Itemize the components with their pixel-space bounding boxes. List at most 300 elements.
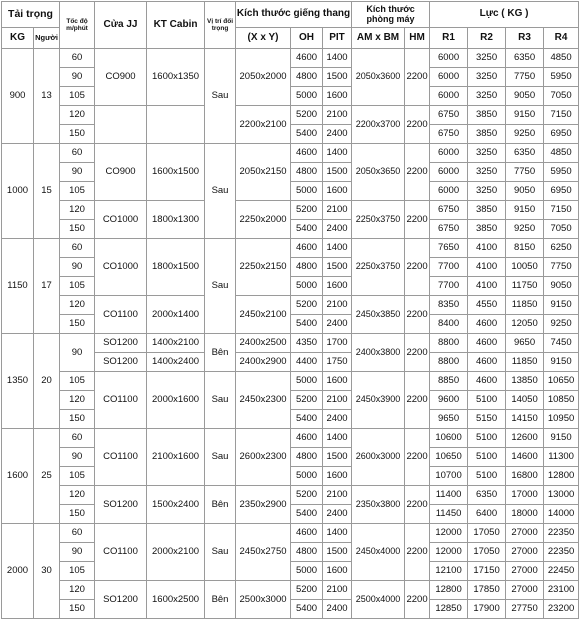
cell-r4: 7050 bbox=[544, 87, 579, 106]
cell-door: CO1100 bbox=[95, 296, 147, 334]
cell-r3: 14050 bbox=[506, 391, 544, 410]
header-hm: HM bbox=[405, 28, 430, 49]
cell-r1: 10650 bbox=[430, 448, 468, 467]
cell-door: SO1200 bbox=[95, 486, 147, 524]
header-oh: OH bbox=[291, 28, 323, 49]
cell-speed: 105 bbox=[60, 562, 95, 581]
cell-xy: 2400x2500 bbox=[236, 334, 291, 353]
cell-r2: 5100 bbox=[468, 467, 506, 486]
cell-oh: 4600 bbox=[291, 144, 323, 163]
cell-hm: 2200 bbox=[405, 524, 430, 581]
cell-r3: 17000 bbox=[506, 486, 544, 505]
cell-r1: 8800 bbox=[430, 353, 468, 372]
cell-door: CO1100 bbox=[95, 524, 147, 581]
cell-pit: 1500 bbox=[323, 258, 352, 277]
cell-people: 15 bbox=[34, 144, 60, 239]
header-pit: PIT bbox=[323, 28, 352, 49]
cell-cw: Sau bbox=[205, 144, 236, 239]
cell-r2: 17900 bbox=[468, 600, 506, 619]
cell-r4: 7150 bbox=[544, 201, 579, 220]
cell-xy: 2500x3000 bbox=[236, 581, 291, 619]
cell-cabin: 1600x1500 bbox=[147, 144, 205, 201]
cell-r3: 9150 bbox=[506, 201, 544, 220]
header-xy: (X x Y) bbox=[236, 28, 291, 49]
cell-door: CO1000 bbox=[95, 201, 147, 239]
header-ambm: AM x BM bbox=[352, 28, 405, 49]
cell-r1: 6000 bbox=[430, 87, 468, 106]
cell-speed: 90 bbox=[60, 163, 95, 182]
cell-oh: 5200 bbox=[291, 581, 323, 600]
cell-speed: 150 bbox=[60, 505, 95, 524]
header-cua: Cửa JJ bbox=[95, 2, 147, 49]
cell-r4: 6950 bbox=[544, 125, 579, 144]
cell-people: 30 bbox=[34, 524, 60, 619]
cell-ambm: 2600x3000 bbox=[352, 429, 405, 486]
cell-r1: 11400 bbox=[430, 486, 468, 505]
cell-door: SO1200 bbox=[95, 581, 147, 619]
cell-r1: 12100 bbox=[430, 562, 468, 581]
cell-oh: 5200 bbox=[291, 106, 323, 125]
cell-pit: 2100 bbox=[323, 486, 352, 505]
cell-r2: 17150 bbox=[468, 562, 506, 581]
cell-oh: 5400 bbox=[291, 600, 323, 619]
cell-speed: 90 bbox=[60, 334, 95, 372]
cell-speed: 105 bbox=[60, 372, 95, 391]
cell-r1: 7700 bbox=[430, 277, 468, 296]
cell-r1: 6000 bbox=[430, 68, 468, 87]
cell-r3: 14150 bbox=[506, 410, 544, 429]
cell-speed: 90 bbox=[60, 258, 95, 277]
cell-speed: 60 bbox=[60, 429, 95, 448]
cell-oh: 4600 bbox=[291, 239, 323, 258]
cell-r2: 4100 bbox=[468, 258, 506, 277]
cell-r2: 4600 bbox=[468, 372, 506, 391]
cell-r2: 4600 bbox=[468, 315, 506, 334]
cell-r1: 7650 bbox=[430, 239, 468, 258]
cell-r3: 9150 bbox=[506, 106, 544, 125]
header-kich-thuoc-gieng: Kích thước giếng thang bbox=[236, 2, 352, 28]
cell-r3: 9050 bbox=[506, 182, 544, 201]
cell-r4: 22350 bbox=[544, 543, 579, 562]
cell-r1: 10700 bbox=[430, 467, 468, 486]
cell-r3: 14600 bbox=[506, 448, 544, 467]
cell-r4: 6250 bbox=[544, 239, 579, 258]
cell-pit: 2100 bbox=[323, 581, 352, 600]
cell-r4: 5950 bbox=[544, 68, 579, 87]
cell-pit: 1600 bbox=[323, 562, 352, 581]
cell-speed: 150 bbox=[60, 600, 95, 619]
cell-cabin: 1800x1500 bbox=[147, 239, 205, 296]
cell-hm: 2200 bbox=[405, 144, 430, 201]
cell-oh: 5200 bbox=[291, 201, 323, 220]
cell-r3: 9650 bbox=[506, 334, 544, 353]
cell-r4: 23100 bbox=[544, 581, 579, 600]
cell-ambm: 2200x3700 bbox=[352, 106, 405, 144]
cell-pit: 2100 bbox=[323, 296, 352, 315]
cell-pit: 1500 bbox=[323, 163, 352, 182]
cell-r4: 7750 bbox=[544, 258, 579, 277]
cell-speed: 60 bbox=[60, 49, 95, 68]
cell-r4: 10950 bbox=[544, 410, 579, 429]
cell-r4: 10650 bbox=[544, 372, 579, 391]
cell-hm: 2200 bbox=[405, 334, 430, 372]
cell-cabin: 2000x1400 bbox=[147, 296, 205, 334]
cell-speed: 105 bbox=[60, 87, 95, 106]
cell-ambm: 2350x3800 bbox=[352, 486, 405, 524]
cell-ambm: 2450x3850 bbox=[352, 296, 405, 334]
cell-pit: 2100 bbox=[323, 201, 352, 220]
cell-r1: 6750 bbox=[430, 125, 468, 144]
cell-r4: 6950 bbox=[544, 182, 579, 201]
cell-speed: 150 bbox=[60, 315, 95, 334]
cell-hm: 2200 bbox=[405, 429, 430, 486]
cell-r3: 27000 bbox=[506, 543, 544, 562]
cell-pit: 1400 bbox=[323, 49, 352, 68]
cell-r2: 3850 bbox=[468, 106, 506, 125]
cell-hm: 2200 bbox=[405, 49, 430, 106]
cell-pit: 1600 bbox=[323, 372, 352, 391]
cell-r3: 6350 bbox=[506, 144, 544, 163]
cell-speed: 90 bbox=[60, 68, 95, 87]
cell-xy: 2600x2300 bbox=[236, 429, 291, 486]
cell-r3: 9050 bbox=[506, 87, 544, 106]
cell-cabin: 1400x2400 bbox=[147, 353, 205, 372]
cell-cw: Sau bbox=[205, 372, 236, 429]
cell-door: CO1100 bbox=[95, 429, 147, 486]
cell-door: CO1100 bbox=[95, 372, 147, 429]
cell-ambm: 2050x3600 bbox=[352, 49, 405, 106]
cell-people: 13 bbox=[34, 49, 60, 144]
cell-r3: 10050 bbox=[506, 258, 544, 277]
cell-oh: 4800 bbox=[291, 68, 323, 87]
cell-r1: 6750 bbox=[430, 106, 468, 125]
cell-speed: 120 bbox=[60, 201, 95, 220]
cell-r4: 14000 bbox=[544, 505, 579, 524]
cell-r3: 18000 bbox=[506, 505, 544, 524]
cell-r2: 5100 bbox=[468, 391, 506, 410]
cell-cw: Bên bbox=[205, 334, 236, 372]
cell-kg: 1150 bbox=[2, 239, 34, 334]
cell-oh: 4400 bbox=[291, 353, 323, 372]
cell-hm: 2200 bbox=[405, 372, 430, 429]
cell-r1: 6750 bbox=[430, 220, 468, 239]
cell-pit: 2100 bbox=[323, 391, 352, 410]
cell-r4: 22350 bbox=[544, 524, 579, 543]
cell-oh: 5000 bbox=[291, 277, 323, 296]
cell-r1: 9600 bbox=[430, 391, 468, 410]
cell-xy: 2450x2100 bbox=[236, 296, 291, 334]
cell-oh: 4800 bbox=[291, 543, 323, 562]
cell-r1: 8350 bbox=[430, 296, 468, 315]
cell-cabin: 1600x2500 bbox=[147, 581, 205, 619]
cell-oh: 4600 bbox=[291, 49, 323, 68]
cell-pit: 1600 bbox=[323, 467, 352, 486]
cell-r1: 12000 bbox=[430, 543, 468, 562]
cell-kg: 1000 bbox=[2, 144, 34, 239]
cell-r2: 4100 bbox=[468, 277, 506, 296]
cell-oh: 5000 bbox=[291, 182, 323, 201]
cell-r2: 4100 bbox=[468, 239, 506, 258]
cell-cabin: 2000x1600 bbox=[147, 372, 205, 429]
cell-cabin: 2000x2100 bbox=[147, 524, 205, 581]
cell-pit: 2400 bbox=[323, 315, 352, 334]
cell-r3: 8150 bbox=[506, 239, 544, 258]
cell-pit: 1400 bbox=[323, 429, 352, 448]
cell-pit: 1400 bbox=[323, 524, 352, 543]
cell-speed: 105 bbox=[60, 182, 95, 201]
cell-oh: 5400 bbox=[291, 410, 323, 429]
cell-speed: 120 bbox=[60, 391, 95, 410]
cell-cabin: 1400x2100 bbox=[147, 334, 205, 353]
cell-speed: 105 bbox=[60, 467, 95, 486]
cell-r2: 5100 bbox=[468, 448, 506, 467]
cell-ambm: 2250x3750 bbox=[352, 201, 405, 239]
cell-r1: 6750 bbox=[430, 201, 468, 220]
cell-oh: 4600 bbox=[291, 524, 323, 543]
cell-cw: Sau bbox=[205, 524, 236, 581]
cell-r1: 6000 bbox=[430, 182, 468, 201]
cell-r1: 8400 bbox=[430, 315, 468, 334]
cell-r3: 27000 bbox=[506, 524, 544, 543]
cell-speed: 120 bbox=[60, 106, 95, 125]
cell-r3: 7750 bbox=[506, 68, 544, 87]
cell-pit: 2400 bbox=[323, 410, 352, 429]
cell-oh: 5400 bbox=[291, 125, 323, 144]
cell-speed: 60 bbox=[60, 239, 95, 258]
cell-r1: 11450 bbox=[430, 505, 468, 524]
cell-cw: Bên bbox=[205, 486, 236, 524]
cell-r3: 9250 bbox=[506, 220, 544, 239]
cell-oh: 4800 bbox=[291, 448, 323, 467]
cell-r2: 3250 bbox=[468, 87, 506, 106]
cell-pit: 1400 bbox=[323, 239, 352, 258]
cell-kg: 900 bbox=[2, 49, 34, 144]
cell-r1: 10600 bbox=[430, 429, 468, 448]
cell-xy: 2450x2750 bbox=[236, 524, 291, 581]
cell-r2: 3250 bbox=[468, 163, 506, 182]
header-luc: Lực ( KG ) bbox=[430, 2, 579, 28]
cell-cw: Sau bbox=[205, 49, 236, 144]
cell-oh: 5000 bbox=[291, 562, 323, 581]
cell-pit: 1600 bbox=[323, 182, 352, 201]
cell-kg: 1600 bbox=[2, 429, 34, 524]
cell-r3: 11850 bbox=[506, 296, 544, 315]
cell-r2: 3850 bbox=[468, 201, 506, 220]
header-vi-tri: Vị trí đối trọng bbox=[205, 2, 236, 49]
cell-r4: 23200 bbox=[544, 600, 579, 619]
cell-door-empty bbox=[95, 106, 147, 144]
cell-r4: 5950 bbox=[544, 163, 579, 182]
cell-cabin: 2100x1600 bbox=[147, 429, 205, 486]
cell-speed: 120 bbox=[60, 296, 95, 315]
cell-hm: 2200 bbox=[405, 581, 430, 619]
cell-r3: 13850 bbox=[506, 372, 544, 391]
cell-people: 25 bbox=[34, 429, 60, 524]
cell-door: CO1000 bbox=[95, 239, 147, 296]
cell-r4: 9150 bbox=[544, 296, 579, 315]
header-tai-trong: Tải trọng bbox=[2, 2, 60, 28]
header-r2: R2 bbox=[468, 28, 506, 49]
cell-r1: 12000 bbox=[430, 524, 468, 543]
cell-r4: 7050 bbox=[544, 220, 579, 239]
header-kg: KG bbox=[2, 28, 34, 49]
cell-speed: 90 bbox=[60, 543, 95, 562]
cell-oh: 5000 bbox=[291, 372, 323, 391]
cell-r1: 6000 bbox=[430, 144, 468, 163]
cell-r2: 6350 bbox=[468, 486, 506, 505]
cell-pit: 1500 bbox=[323, 448, 352, 467]
cell-xy: 2200x2100 bbox=[236, 106, 291, 144]
cell-r2: 17850 bbox=[468, 581, 506, 600]
header-cabin: KT Cabin bbox=[147, 2, 205, 49]
header-kich-thuoc-phong: Kích thước phòng máy bbox=[352, 2, 430, 28]
cell-r2: 3850 bbox=[468, 125, 506, 144]
cell-r2: 6400 bbox=[468, 505, 506, 524]
cell-hm: 2200 bbox=[405, 106, 430, 144]
cell-door: SO1200 bbox=[95, 334, 147, 353]
cell-r1: 12800 bbox=[430, 581, 468, 600]
cell-cabin: 1500x2400 bbox=[147, 486, 205, 524]
cell-xy: 2400x2900 bbox=[236, 353, 291, 372]
cell-oh: 4600 bbox=[291, 429, 323, 448]
cell-oh: 5200 bbox=[291, 391, 323, 410]
cell-r4: 11300 bbox=[544, 448, 579, 467]
cell-r4: 22450 bbox=[544, 562, 579, 581]
cell-r2: 5100 bbox=[468, 429, 506, 448]
cell-hm: 2200 bbox=[405, 201, 430, 239]
cell-r2: 3250 bbox=[468, 49, 506, 68]
cell-oh: 5400 bbox=[291, 505, 323, 524]
cell-people: 17 bbox=[34, 239, 60, 334]
cell-cabin: 1600x1350 bbox=[147, 49, 205, 106]
cell-r1: 6000 bbox=[430, 163, 468, 182]
cell-r3: 27000 bbox=[506, 581, 544, 600]
cell-r2: 17050 bbox=[468, 543, 506, 562]
cell-people: 20 bbox=[34, 334, 60, 429]
cell-door: CO900 bbox=[95, 144, 147, 201]
cell-r3: 12600 bbox=[506, 429, 544, 448]
header-r4: R4 bbox=[544, 28, 579, 49]
cell-door: SO1200 bbox=[95, 353, 147, 372]
cell-r4: 4850 bbox=[544, 49, 579, 68]
cell-r4: 9250 bbox=[544, 315, 579, 334]
cell-r3: 6350 bbox=[506, 49, 544, 68]
cell-cw: Sau bbox=[205, 239, 236, 334]
cell-pit: 1400 bbox=[323, 144, 352, 163]
cell-pit: 2400 bbox=[323, 600, 352, 619]
cell-pit: 1500 bbox=[323, 68, 352, 87]
cell-cw: Sau bbox=[205, 429, 236, 486]
cell-r3: 9250 bbox=[506, 125, 544, 144]
cell-ambm: 2250x3750 bbox=[352, 239, 405, 296]
cell-speed: 150 bbox=[60, 410, 95, 429]
cell-speed: 120 bbox=[60, 581, 95, 600]
cell-r4: 4850 bbox=[544, 144, 579, 163]
header-r1: R1 bbox=[430, 28, 468, 49]
cell-hm: 2200 bbox=[405, 296, 430, 334]
cell-pit: 1750 bbox=[323, 353, 352, 372]
cell-pit: 2100 bbox=[323, 106, 352, 125]
header-r3: R3 bbox=[506, 28, 544, 49]
cell-pit: 1600 bbox=[323, 87, 352, 106]
cell-r4: 9150 bbox=[544, 353, 579, 372]
cell-cabin: 1800x1300 bbox=[147, 201, 205, 239]
cell-r3: 7750 bbox=[506, 163, 544, 182]
cell-speed: 90 bbox=[60, 448, 95, 467]
cell-xy: 2450x2300 bbox=[236, 372, 291, 429]
cell-ambm: 2400x3800 bbox=[352, 334, 405, 372]
cell-cw: Bên bbox=[205, 581, 236, 619]
cell-r2: 4550 bbox=[468, 296, 506, 315]
cell-r3: 12050 bbox=[506, 315, 544, 334]
cell-cabin-empty bbox=[147, 106, 205, 144]
cell-pit: 2400 bbox=[323, 220, 352, 239]
cell-r1: 7700 bbox=[430, 258, 468, 277]
cell-oh: 4350 bbox=[291, 334, 323, 353]
cell-speed: 60 bbox=[60, 524, 95, 543]
cell-oh: 4800 bbox=[291, 163, 323, 182]
cell-oh: 4800 bbox=[291, 258, 323, 277]
cell-oh: 5000 bbox=[291, 87, 323, 106]
cell-r1: 8800 bbox=[430, 334, 468, 353]
cell-r4: 9150 bbox=[544, 429, 579, 448]
cell-r1: 8850 bbox=[430, 372, 468, 391]
cell-r3: 11850 bbox=[506, 353, 544, 372]
cell-speed: 60 bbox=[60, 144, 95, 163]
cell-hm: 2200 bbox=[405, 239, 430, 296]
cell-door: CO900 bbox=[95, 49, 147, 106]
cell-ambm: 2050x3650 bbox=[352, 144, 405, 201]
cell-ambm: 2500x4000 bbox=[352, 581, 405, 619]
cell-r2: 17050 bbox=[468, 524, 506, 543]
cell-kg: 1350 bbox=[2, 334, 34, 429]
cell-pit: 2400 bbox=[323, 505, 352, 524]
cell-r2: 3250 bbox=[468, 182, 506, 201]
cell-xy: 2250x2000 bbox=[236, 201, 291, 239]
cell-r3: 11750 bbox=[506, 277, 544, 296]
elevator-spec-table bbox=[1, 1, 579, 619]
cell-speed: 105 bbox=[60, 277, 95, 296]
cell-r4: 9050 bbox=[544, 277, 579, 296]
cell-kg: 2000 bbox=[2, 524, 34, 619]
cell-r4: 12800 bbox=[544, 467, 579, 486]
header-toc-do: Tốc độ m/phút bbox=[60, 2, 95, 49]
cell-oh: 5000 bbox=[291, 467, 323, 486]
cell-xy: 2250x2150 bbox=[236, 239, 291, 296]
cell-pit: 1600 bbox=[323, 277, 352, 296]
cell-r2: 3850 bbox=[468, 220, 506, 239]
cell-speed: 150 bbox=[60, 125, 95, 144]
cell-xy: 2050x2000 bbox=[236, 49, 291, 106]
cell-r1: 12850 bbox=[430, 600, 468, 619]
cell-pit: 1500 bbox=[323, 543, 352, 562]
cell-r3: 16800 bbox=[506, 467, 544, 486]
cell-r2: 5150 bbox=[468, 410, 506, 429]
cell-ambm: 2450x3900 bbox=[352, 372, 405, 429]
cell-oh: 5400 bbox=[291, 220, 323, 239]
cell-ambm: 2450x4000 bbox=[352, 524, 405, 581]
cell-r3: 27750 bbox=[506, 600, 544, 619]
cell-r4: 7150 bbox=[544, 106, 579, 125]
cell-r1: 6000 bbox=[430, 49, 468, 68]
cell-xy: 2350x2900 bbox=[236, 486, 291, 524]
cell-xy: 2050x2150 bbox=[236, 144, 291, 201]
cell-oh: 5200 bbox=[291, 486, 323, 505]
cell-r2: 4600 bbox=[468, 353, 506, 372]
cell-speed: 120 bbox=[60, 486, 95, 505]
cell-pit: 2400 bbox=[323, 125, 352, 144]
cell-r4: 10850 bbox=[544, 391, 579, 410]
